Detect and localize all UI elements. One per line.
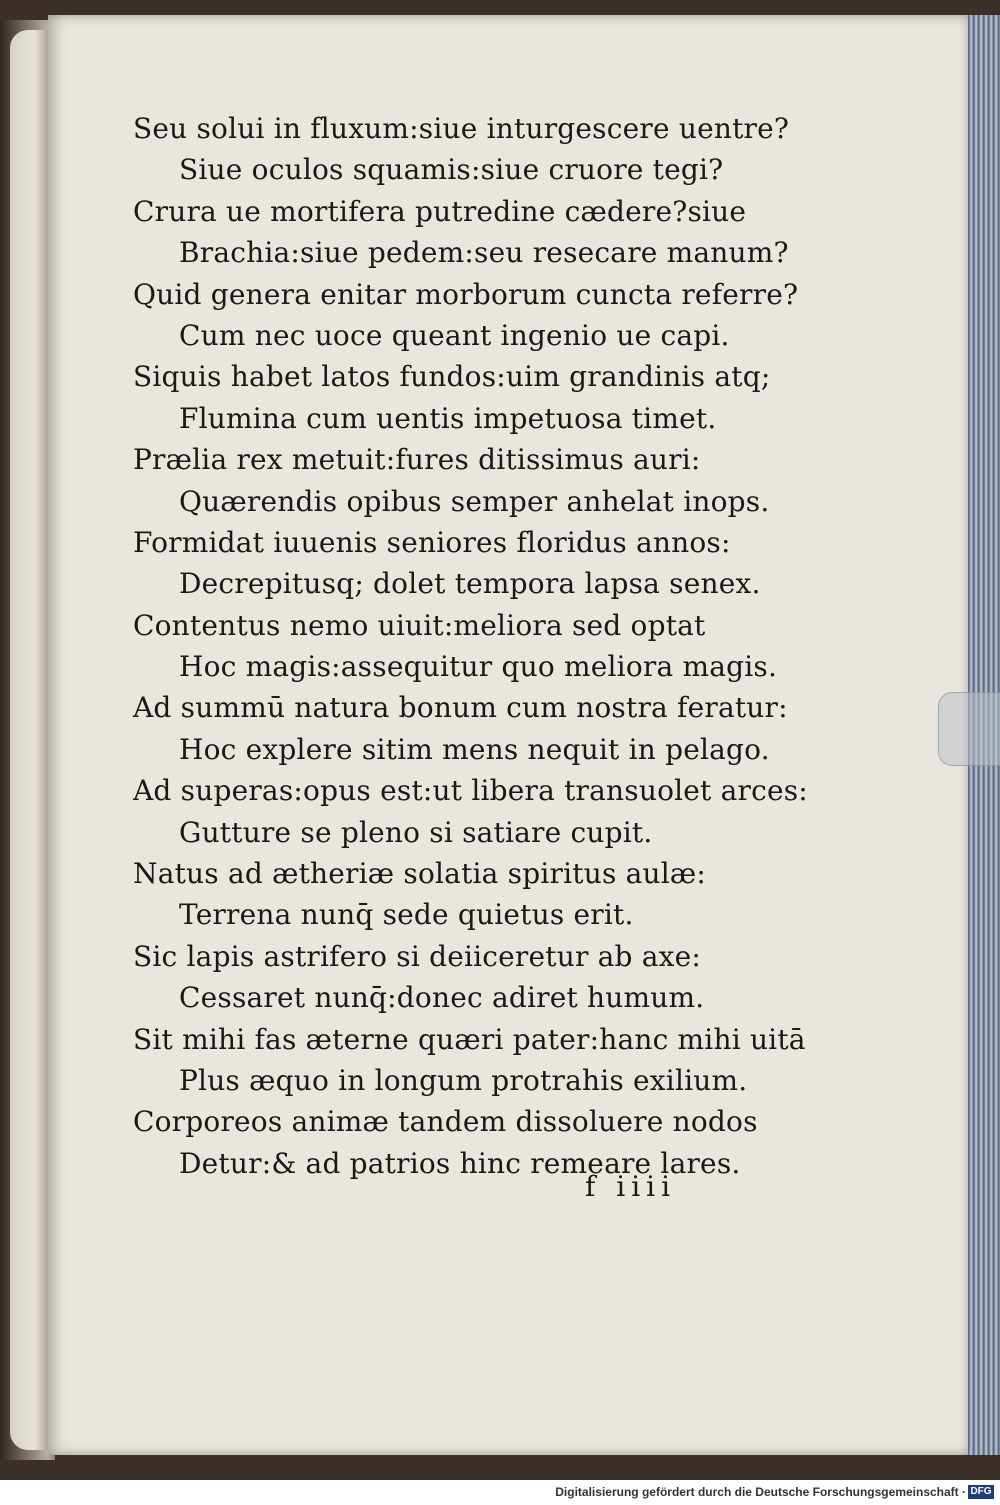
verse-line: Corporeos animæ tandem dissoluere nodos	[133, 1105, 758, 1139]
verse-line: Sic lapis astrifero si deiiceretur ab axe:	[133, 939, 702, 973]
verse-line: Cessaret nunq̄:donec adiret humum.	[179, 981, 705, 1015]
verse-line: Brachia:siue pedem:seu resecare manum?	[179, 236, 789, 270]
verse-line: Siue oculos squamis:siue cruore tegi?	[179, 153, 724, 187]
verse-line: Ad summū natura bonum cum nostra feratur:	[133, 691, 788, 725]
verse-line: Quid genera enitar morborum cuncta referre?	[133, 277, 799, 311]
verse-line: Plus æquo in longum protrahis exilium.	[179, 1063, 748, 1097]
verse-text	[133, 108, 933, 1184]
verse-line: Sit mihi fas æterne quæri pater:hanc mihi uitā	[133, 1022, 806, 1056]
verse-line: Prælia rex metuit:fures ditissimus auri:	[133, 443, 701, 477]
verse-line: Detur:& ad patrios hinc remeare lares.	[179, 1146, 741, 1180]
verse-line: Crura ue mortifera putredine cædere?siue	[133, 194, 747, 228]
verse-line: Contentus nemo uiuit:meliora sed optat	[133, 608, 706, 642]
verse-line: Seu solui in fluxum:siue inturgescere uentre?	[133, 112, 790, 145]
verse-line: Natus ad ætheriæ solatia spiritus aulæ:	[133, 857, 707, 891]
verse-line: Formidat iuuenis seniores floridus annos:	[133, 525, 731, 559]
dfg-logo-icon: DFG	[968, 1485, 994, 1499]
verse-line: Gutture se pleno si satiare cupit.	[179, 815, 653, 849]
verse-line: Hoc explere sitim mens nequit in pelago.	[179, 732, 770, 766]
verse-line: Siquis habet latos fundos:uim grandinis atq;	[133, 360, 771, 394]
verse-line: Decrepitusq; dolet tempora lapsa senex.	[179, 567, 761, 601]
page-clip	[938, 692, 1000, 766]
facing-page-curl	[10, 30, 52, 1450]
verse-line: Cum nec uoce queant ingenio ue capi.	[179, 318, 730, 352]
footer-credit: Digitalisierung gefördert durch die Deutsche Forschungsgemeinschaft ·	[555, 1485, 966, 1499]
verse-line: Flumina cum uentis impetuosa timet.	[179, 401, 717, 435]
verse-line: Hoc magis:assequitur quo meliora magis.	[179, 650, 778, 684]
verse-line: Terrena nunq̄ sede quietus erit.	[179, 898, 634, 932]
page-signature: f iiii	[585, 1170, 677, 1203]
verse-line: Ad superas:opus est:ut libera transuolet arces:	[133, 774, 808, 808]
verse-line: Quærendis opibus semper anhelat inops.	[179, 484, 770, 518]
